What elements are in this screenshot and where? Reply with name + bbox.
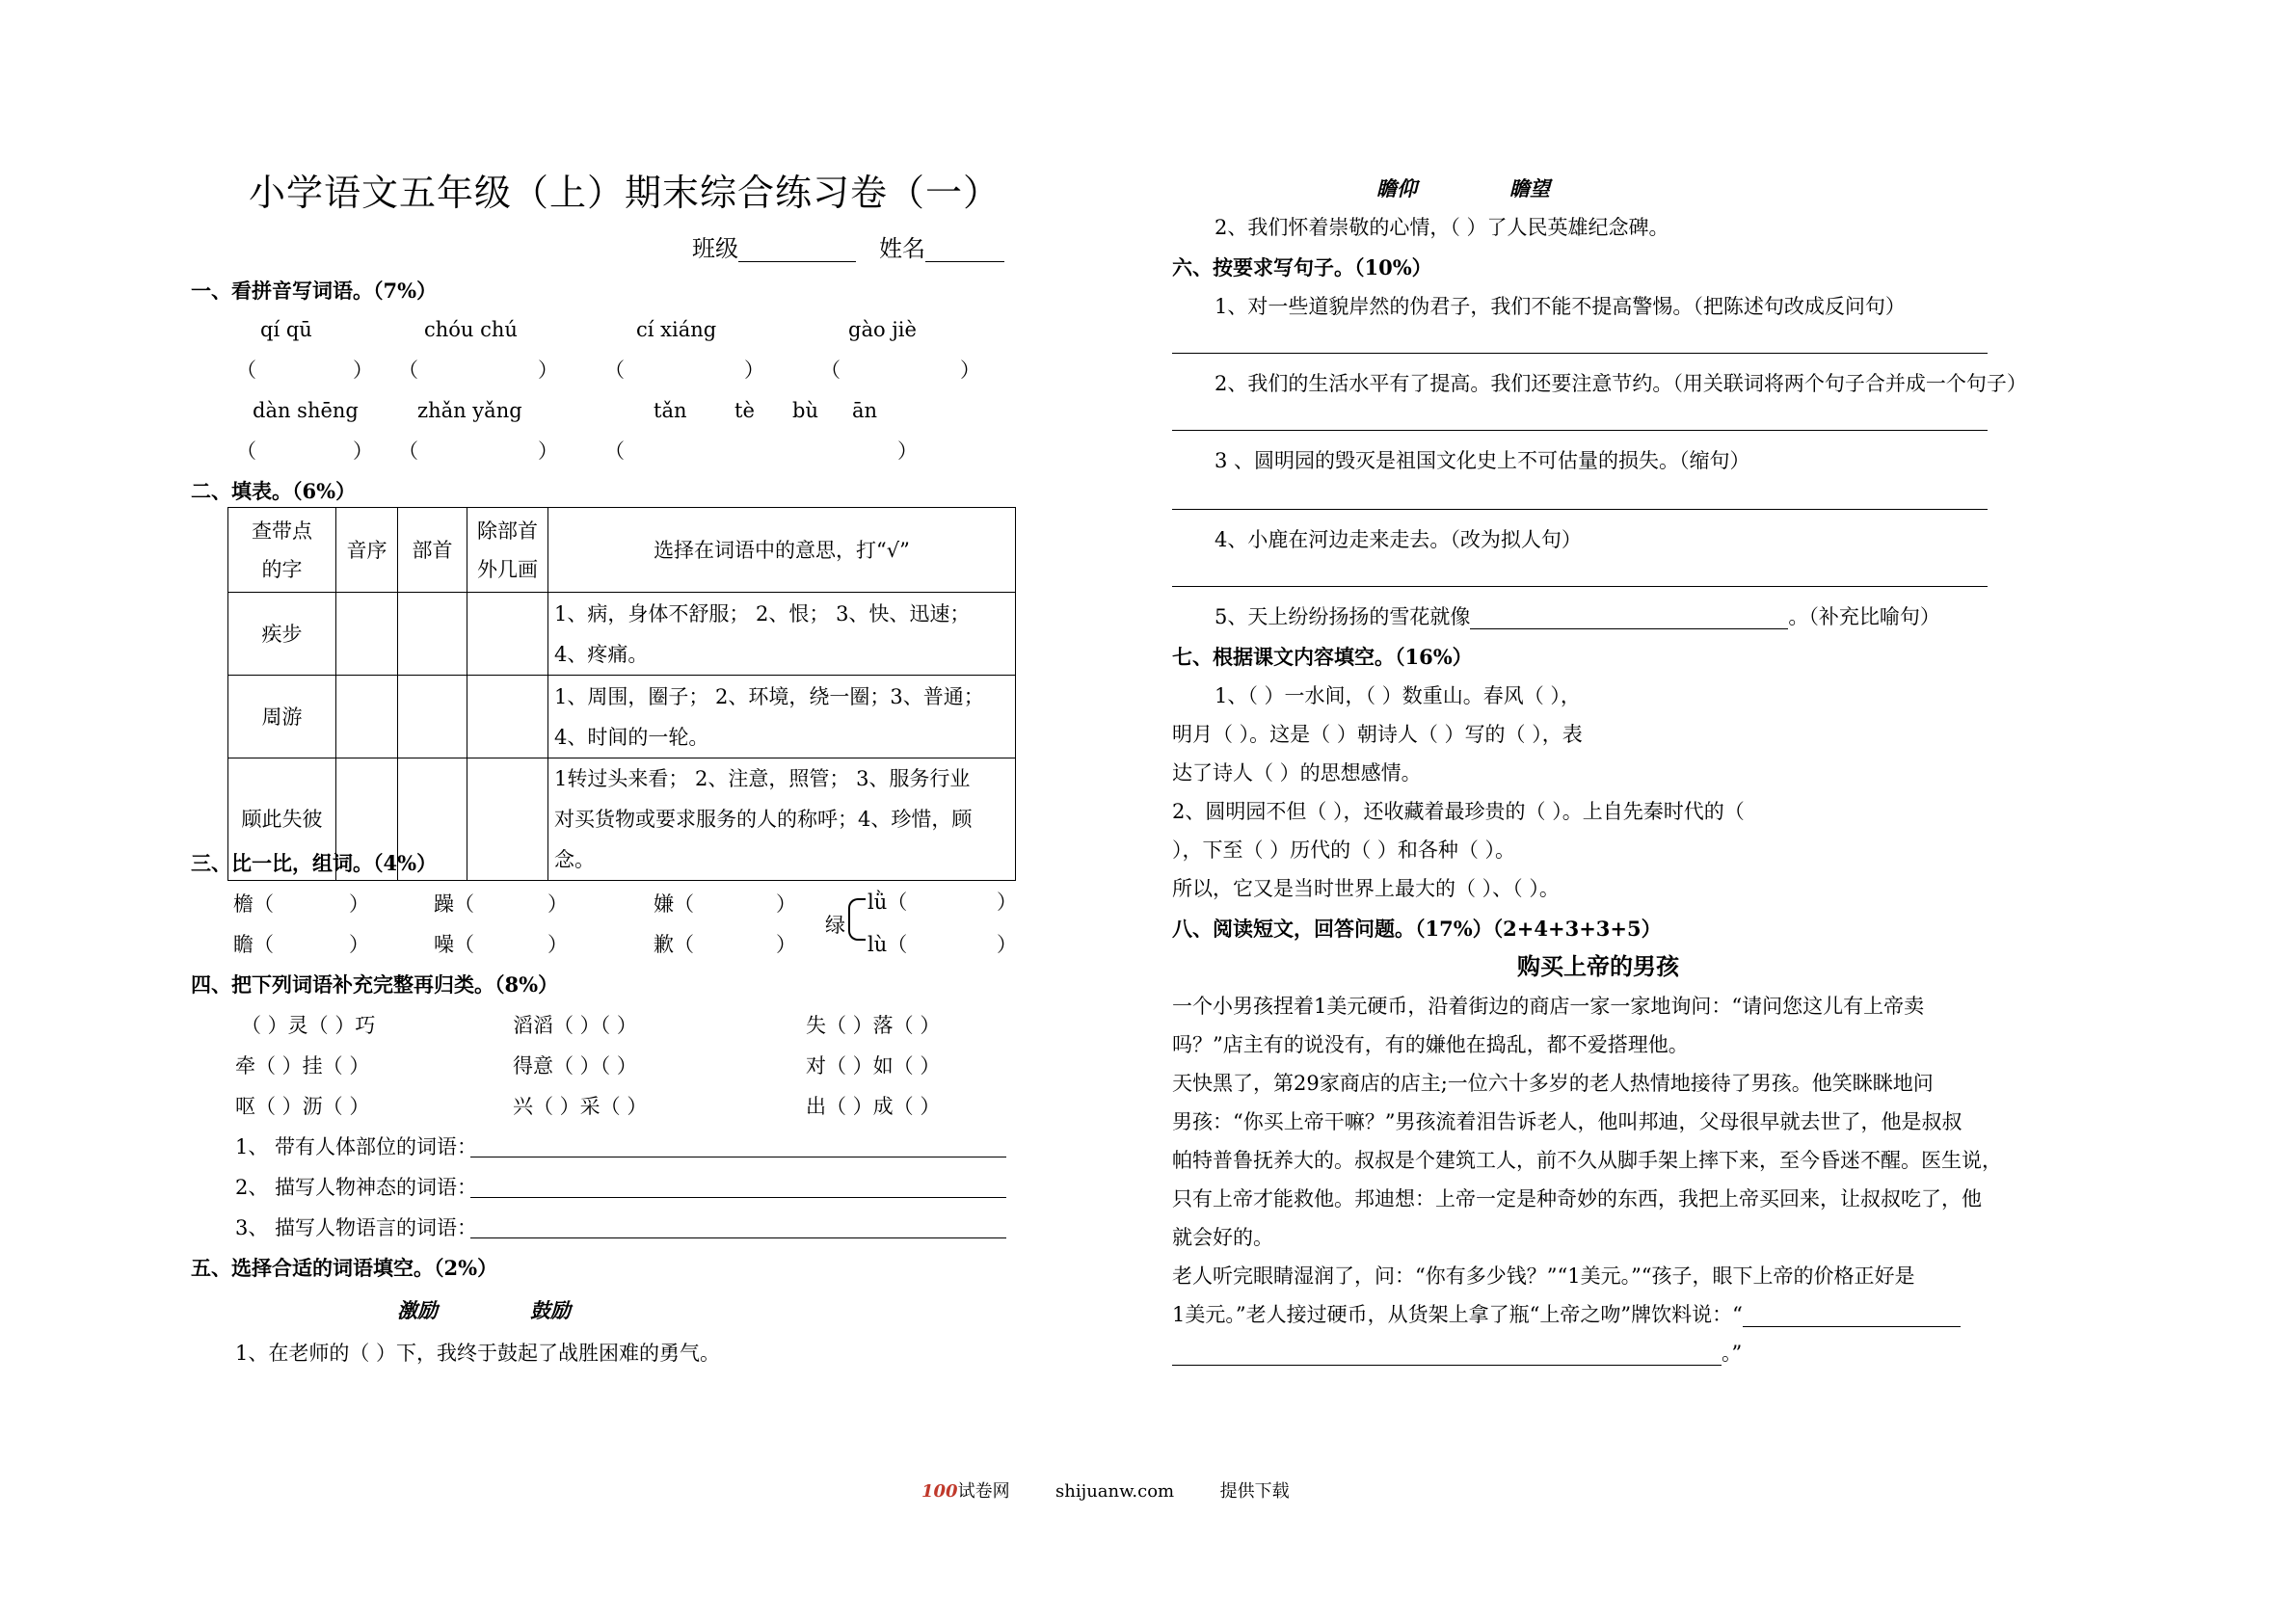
answer-paren[interactable]: （ [398,359,418,382]
section4-heading: 四、把下列词语补充完整再归类。（8%） [191,972,559,997]
classify-q2: 2、 描写人物神态的词语： [235,1176,478,1199]
answer-paren[interactable]: （ [604,359,625,382]
pinyin-dansheng: dàn shēng [253,399,359,422]
footer [921,1480,1290,1503]
compare-word: 噪（ [434,933,474,956]
pinyin-bu: bù [792,399,818,422]
section2-heading: 二、填表。（6%） [191,479,357,503]
answer-paren: ） [997,933,1017,956]
answer-cell[interactable] [467,593,548,676]
answer-paren: ） [997,891,1017,914]
word-option: 瞻仰 [1376,176,1417,200]
recall-line[interactable]: 1、（ ）一水间，（ ）数重山。春风（ ）， [1215,684,1581,707]
answer-paren: ） [776,933,796,956]
pinyin-zhanyang: zhǎn yǎng [417,399,522,422]
answer-blank[interactable] [1743,1305,1961,1327]
pinyin-chouchu: chóu chú [424,318,518,341]
compare-word: 瞻（ [233,933,274,956]
answer-line[interactable] [470,1237,1006,1238]
answer-paren: ） [538,439,558,463]
classify-q1: 1、 带有人体部位的词语： [235,1135,478,1158]
green-lv: lǜ（ [868,891,908,914]
answer-line[interactable] [1172,430,1988,431]
passage-line: 一个小男孩捏着1美元硬币，沿着街边的商店一家一家地询问：“请问您这儿有上帝卖 [1172,995,1925,1018]
answer-paren[interactable]: （ [236,359,256,382]
pinyin-gaojie: gào jiè [848,318,917,341]
rewrite-q5: 5、天上纷纷扬扬的雪花就像 。（补充比喻句） [1215,605,1940,628]
rewrite-q2: 2、我们的生活水平有了提高。我们还要注意节约。（用关联词将两个句子合并成一个句子） [1215,372,2027,395]
answer-cell[interactable] [336,593,398,676]
pinyin-qiqu: qí qū [260,318,312,341]
word-option: 激励 [397,1298,438,1322]
classify-q3: 3、 描写人物语言的词语： [235,1216,478,1239]
answer-cell[interactable] [467,676,548,758]
meaning-cell[interactable]: 1、病，身体不舒服； 2、恨； 3、快、迅速； 4、疼痛。 [548,593,1016,676]
answer-blank[interactable] [1172,1344,1722,1366]
lookup-table [227,507,1016,881]
answer-paren: ） [353,359,373,382]
idiom-fill[interactable]: 得意（ ）（ ） [513,1054,637,1078]
idiom-fill[interactable]: 牵（ ）挂（ ） [235,1054,370,1078]
answer-paren: ） [353,439,373,463]
passage-line: 只有上帝才能救他。邦迪想：上帝一定是种奇妙的东西，我把上帝买回来，让叔叔吃了，他 [1172,1187,1982,1211]
green-lu: lù（ [868,933,908,956]
green-char: 绿 [825,914,845,937]
recall-line[interactable]: ），下至（ ）历代的（ ）和各种（ ）。 [1172,838,1516,862]
table-row [228,593,1016,676]
passage-line: 男孩：“你买上帝干嘛？”男孩流着泪告诉老人，他叫邦迪，父母很早就去世了，他是叔叔 [1172,1110,1962,1133]
answer-paren: ） [776,892,796,916]
table-row [228,676,1016,758]
recall-line[interactable]: 所以，它又是当时世界上最大的（ ）、（ ）。 [1172,877,1560,900]
rewrite-q3: 3 、圆明园的毁灭是祖国文化史上不可估量的损失。（缩句） [1215,449,1750,472]
compare-word: 檐（ [233,892,274,916]
recall-line[interactable]: 达了诗人（ ）的思想感情。 [1172,761,1422,785]
word-cell: 顾此失彼 [228,758,336,881]
passage-line: 1美元。”老人接过硬币，从货架上拿了瓶“上帝之吻”牌饮料说：“ [1172,1301,1961,1328]
section8-heading: 八、阅读短文，回答问题。（17%）（2+4+3+3+5） [1172,917,1662,941]
site-logo-icon: 100 [921,1481,958,1502]
rewrite-q1: 1、对一些道貌岸然的伪君子，我们不能不提高警惕。（把陈述句改成反问句） [1215,295,1906,318]
recall-line[interactable]: 2、圆明园不但（ ），还收藏着最珍贵的（ ）。上自先秦时代的（ [1172,800,1745,823]
idiom-fill[interactable]: 对（ ）如（ ） [806,1054,941,1078]
idiom-fill[interactable]: 滔滔（ ）（ ） [513,1014,637,1037]
answer-paren[interactable]: （ [398,439,418,463]
table-header: 除部首 外几画 [467,508,548,593]
answer-paren: ） [349,933,369,956]
answer-line[interactable] [1172,586,1988,587]
answer-paren: ） [547,933,568,956]
answer-paren[interactable]: （ [236,439,256,463]
answer-paren: ） [960,359,980,382]
word-option: 瞻望 [1509,176,1550,200]
word-cell: 周游 [228,676,336,758]
section5-heading: 五、选择合适的词语填空。（2%） [191,1256,498,1280]
passage-line: 老人听完眼睛湿润了，问：“你有多少钱？”“1美元。”“孩子，眼下上帝的价格正好是 [1172,1264,1915,1288]
name-label: 姓名 [879,235,1004,262]
passage-line: 吗？”店主有的说没有，有的嫌他在捣乱，都不爱搭理他。 [1172,1033,1689,1056]
meaning-cell[interactable]: 1、周围，圈子； 2、环境，绕一圈；3、普通； 4、时间的一轮。 [548,676,1016,758]
section7-heading: 七、根据课文内容填空。（16%） [1172,645,1473,669]
word-cell: 疾步 [228,593,336,676]
answer-paren[interactable]: （ [820,359,841,382]
exam-title: 小学语文五年级（上）期末综合练习卷（一） [249,172,1001,214]
idiom-fill[interactable]: 兴（ ）采（ ） [513,1095,648,1118]
recall-line[interactable]: 明月（ ）。这是（ ）朝诗人（ ）写的（ ），表 [1172,723,1583,746]
answer-paren: ） [744,359,764,382]
footer-domain[interactable]: shijuanw.com [1055,1481,1175,1502]
class-label: 班级 [692,235,856,262]
idiom-fill[interactable]: 呕（ ）沥（ ） [235,1095,370,1118]
answer-cell[interactable] [467,758,548,881]
answer-line[interactable] [1172,509,1988,510]
answer-paren: ） [897,439,918,463]
table-header: 查带点 的字 [228,508,336,593]
compare-word: 躁（ [434,892,474,916]
fill-sentence-2[interactable]: 2、我们怀着崇敬的心情，（ ）了人民英雄纪念碑。 [1215,216,1669,239]
passage-title: 购买上帝的男孩 [1517,953,1679,980]
answer-cell[interactable] [336,676,398,758]
answer-blank[interactable] [1470,607,1788,629]
passage-line: 天快黑了，第29家商店的店主;一位六十多岁的老人热情地接待了男孩。他笑眯眯地问 [1172,1072,1934,1095]
table-header: 选择在词语中的意思，打“√” [548,508,1016,593]
idiom-fill[interactable]: （ ）灵（ ）巧 [241,1014,376,1037]
footer-provide: 提供下载 [1219,1481,1290,1502]
answer-line[interactable] [1172,353,1988,354]
pinyin-cixiang: cí xiáng [636,318,717,341]
section3-heading: 三、比一比，组词。（4%） [191,851,438,875]
pinyin-an: ān [852,399,878,422]
passage-line: 。” [1172,1340,1742,1367]
passage-line: 就会好的。 [1172,1226,1273,1249]
fill-sentence-1[interactable]: 1、在老师的（ ）下，我终于鼓起了战胜困难的勇气。 [235,1342,721,1365]
word-option: 鼓励 [530,1298,571,1322]
idiom-fill[interactable]: 出（ ）成（ ） [806,1095,941,1118]
answer-paren: ） [538,359,558,382]
table-header: 部首 [398,508,467,593]
rewrite-q4: 4、小鹿在河边走来走去。（改为拟人句） [1215,528,1582,551]
answer-paren[interactable]: （ [604,439,625,463]
brace-icon [848,898,866,941]
section6-heading: 六、按要求写句子。（10%） [1172,255,1432,279]
footer-site-name: 试卷网 [957,1481,1010,1502]
pinyin-te: tè [734,399,755,422]
compare-word: 嫌（ [654,892,694,916]
answer-cell[interactable] [398,676,467,758]
answer-cell[interactable] [398,593,467,676]
idiom-fill[interactable]: 失（ ）落（ ） [806,1014,941,1037]
meaning-cell[interactable]: 1转过头来看； 2、注意，照管； 3、服务行业 对买货物或要求服务的人的称呼；4、珍惜，顾念。 [548,758,1016,881]
answer-paren: ） [349,892,369,916]
answer-line[interactable] [470,1197,1006,1198]
pinyin-tan: tǎn [654,399,687,422]
passage-line: 帕特普鲁抚养大的。叔叔是个建筑工人，前不久从脚手架上摔下来，至今昏迷不醒。医生说， [1172,1149,2002,1172]
compare-word: 歉（ [654,933,694,956]
section1-heading: 一、看拼音写词语。（7%） [191,279,438,303]
table-header: 音序 [336,508,398,593]
answer-paren: ） [547,892,568,916]
